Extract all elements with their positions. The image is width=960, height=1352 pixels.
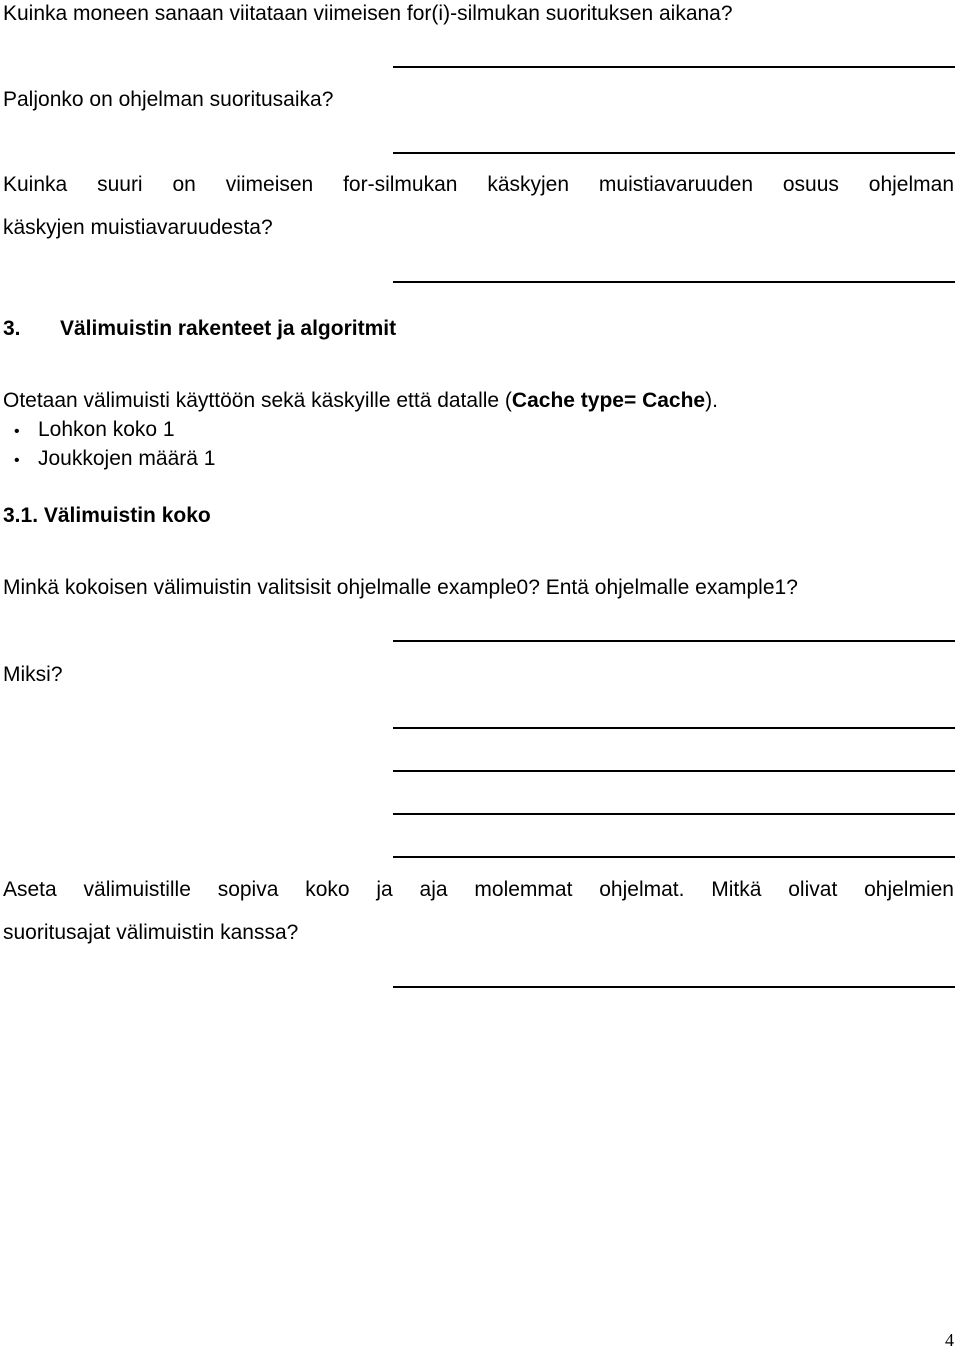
section-number: 3. (3, 317, 21, 340)
page-number: 4 (945, 1330, 954, 1350)
section-heading (3, 316, 396, 342)
intro-bold: Cache type= Cache (511, 389, 706, 412)
subsection-heading: 3.1. Välimuistin koko (3, 504, 211, 527)
section-title: Välimuistin rakenteet ja algoritmit (60, 317, 397, 340)
question-why: Miksi? (3, 663, 63, 686)
question-mem-share-line2: käskyjen muistiavaruudesta? (3, 216, 273, 239)
task-line2: suoritusajat välimuistin kanssa? (3, 921, 299, 944)
answer-line (393, 281, 955, 283)
intro-suffix: ). (705, 389, 718, 412)
answer-line (393, 66, 955, 68)
question-loop-words: Kuinka moneen sanaan viitataan viimeisen for(i)-silmukan suorituksen aikana? (3, 2, 733, 25)
bullet-item (14, 417, 175, 445)
answer-line (393, 986, 955, 988)
section-intro (3, 388, 718, 414)
bullet-icon: • (14, 452, 20, 469)
bullet-text: Lohkon koko 1 (38, 418, 175, 441)
question-exec-time: Paljonko on ohjelman suoritusaika? (3, 88, 334, 111)
question-cache-size: Minkä kokoisen välimuistin valitsisit ohjelmalle example0? Entä ohjelmalle example1? (3, 576, 798, 599)
answer-line (393, 727, 955, 729)
task-line1: Aseta välimuistille sopiva koko ja aja molemmat ohjelmat. Mitkä olivat ohjelmien (3, 878, 954, 901)
answer-line (393, 640, 955, 642)
bullet-text: Joukkojen määrä 1 (38, 447, 216, 470)
intro-prefix: Otetaan välimuisti käyttöön sekä käskyille että datalle ( (3, 389, 512, 412)
bullet-item (14, 446, 215, 474)
answer-line (393, 152, 955, 154)
answer-line (393, 856, 955, 858)
answer-line (393, 770, 955, 772)
bullet-icon: • (14, 423, 20, 440)
answer-line (393, 813, 955, 815)
question-mem-share-line1: Kuinka suuri on viimeisen for-silmukan käskyjen muistiavaruuden osuus ohjelman (3, 173, 954, 196)
